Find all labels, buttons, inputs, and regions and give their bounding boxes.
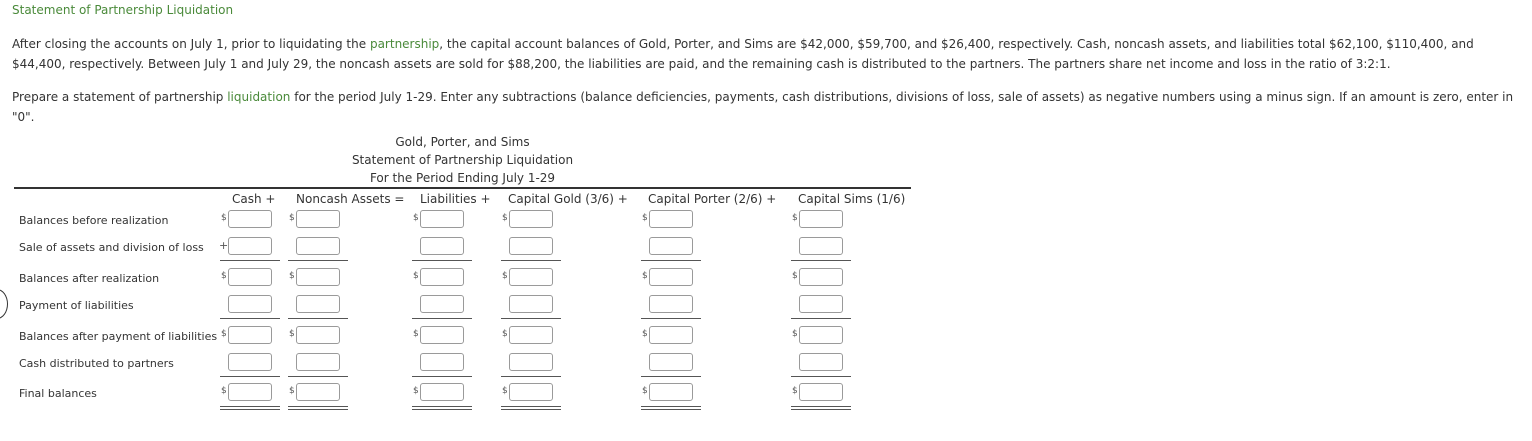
final-double-underline xyxy=(501,406,561,410)
dollar-sign: $ xyxy=(289,271,295,281)
dollar-sign: $ xyxy=(792,386,798,396)
dollar-sign: $ xyxy=(221,386,227,396)
dollar-sign: $ xyxy=(642,386,648,396)
statement-header-rule xyxy=(14,187,911,189)
input-liabilities-row7[interactable] xyxy=(420,383,464,401)
input-cash-row1[interactable] xyxy=(228,210,272,228)
dollar-sign: $ xyxy=(502,329,508,339)
input-capital-porter-row2[interactable] xyxy=(649,237,693,255)
input-capital-gold-row1[interactable] xyxy=(509,210,553,228)
input-capital-porter-row7[interactable] xyxy=(649,383,693,401)
dollar-sign: $ xyxy=(221,329,227,339)
input-liabilities-row3[interactable] xyxy=(420,268,464,286)
subtotal-underline xyxy=(412,260,472,261)
input-capital-gold-row6[interactable] xyxy=(509,353,553,371)
subtotal-underline xyxy=(791,376,851,377)
input-noncash-assets-row5[interactable] xyxy=(296,326,340,344)
input-liabilities-row1[interactable] xyxy=(420,210,464,228)
dollar-sign: $ xyxy=(413,213,419,223)
subtotal-underline xyxy=(791,318,851,319)
input-capital-gold-row5[interactable] xyxy=(509,326,553,344)
input-capital-sims-row5[interactable] xyxy=(799,326,843,344)
input-capital-sims-row1[interactable] xyxy=(799,210,843,228)
instructions-text-part: Prepare a statement of partnership xyxy=(12,90,228,104)
column-header-capital-porter: Capital Porter (2/6) + xyxy=(648,192,777,206)
dollar-sign: $ xyxy=(642,329,648,339)
input-capital-gold-row3[interactable] xyxy=(509,268,553,286)
instructions-text xyxy=(12,87,1527,127)
subtotal-underline xyxy=(501,318,561,319)
input-noncash-assets-row7[interactable] xyxy=(296,383,340,401)
input-liabilities-row6[interactable] xyxy=(420,353,464,371)
input-noncash-assets-row6[interactable] xyxy=(296,353,340,371)
row-label: Payment of liabilities xyxy=(19,299,134,312)
dollar-sign: $ xyxy=(642,213,648,223)
subtotal-underline xyxy=(288,318,348,319)
input-capital-sims-row6[interactable] xyxy=(799,353,843,371)
subtotal-underline xyxy=(501,376,561,377)
input-capital-sims-row7[interactable] xyxy=(799,383,843,401)
subtotal-underline xyxy=(220,318,280,319)
subtotal-underline xyxy=(412,376,472,377)
final-double-underline xyxy=(412,406,472,410)
dollar-sign: $ xyxy=(502,386,508,396)
input-capital-sims-row4[interactable] xyxy=(799,295,843,313)
dollar-sign: $ xyxy=(502,271,508,281)
plus-sign: + xyxy=(219,239,229,252)
input-noncash-assets-row4[interactable] xyxy=(296,295,340,313)
subtotal-underline xyxy=(641,260,701,261)
subtotal-underline xyxy=(412,318,472,319)
dollar-sign: $ xyxy=(289,213,295,223)
input-cash-row2[interactable] xyxy=(228,237,272,255)
input-noncash-assets-row3[interactable] xyxy=(296,268,340,286)
column-header-cash: Cash + xyxy=(232,192,276,206)
input-capital-gold-row2[interactable] xyxy=(509,237,553,255)
dollar-sign: $ xyxy=(792,213,798,223)
row-label: Sale of assets and division of loss xyxy=(19,241,204,254)
statement-period: For the Period Ending July 1-29 xyxy=(369,171,556,185)
column-header-capital-sims: Capital Sims (1/6) xyxy=(798,192,906,206)
subtotal-underline xyxy=(791,260,851,261)
final-double-underline xyxy=(288,406,348,410)
problem-text xyxy=(12,34,1527,74)
subtotal-underline xyxy=(288,376,348,377)
column-header-liabilities: Liabilities + xyxy=(420,192,491,206)
input-cash-row6[interactable] xyxy=(228,353,272,371)
liquidation-link[interactable]: liquidation xyxy=(227,90,291,104)
row-label: Balances after payment of liabilities xyxy=(19,330,218,343)
subtotal-underline xyxy=(641,376,701,377)
input-cash-row7[interactable] xyxy=(228,383,272,401)
dollar-sign: $ xyxy=(289,329,295,339)
instructions-text-part: for the period July 1-29. Enter any subtractions (balance deficiencies, payments, cash distributions, divisions of loss, sale of assets) as negative numbers using a minus sign. If an amount is zero, enter in "0". xyxy=(12,90,1514,124)
column-header-capital-gold: Capital Gold (3/6) + xyxy=(508,192,628,206)
final-double-underline xyxy=(220,406,280,410)
input-capital-sims-row2[interactable] xyxy=(799,237,843,255)
column-header-noncash-assets: Noncash Assets = xyxy=(296,192,405,206)
subtotal-underline xyxy=(220,376,280,377)
row-label: Balances before realization xyxy=(19,214,169,227)
input-capital-porter-row4[interactable] xyxy=(649,295,693,313)
input-noncash-assets-row1[interactable] xyxy=(296,210,340,228)
page-title: Statement of Partnership Liquidation xyxy=(12,3,234,17)
input-liabilities-row4[interactable] xyxy=(420,295,464,313)
dollar-sign: $ xyxy=(289,386,295,396)
row-label: Cash distributed to partners xyxy=(19,357,174,370)
problem-text-part: , the capital account balances of Gold, Porter, and Sims are $42,000, $59,700, and $26,400, respectively. Cash, noncash assets, and liabilities total $62,100, $110,400, and $44,400, respectively. Between July 1 and July 29, the noncash assets are sold for $88,200, the liabilities are paid, and the remaining cash is distributed to the partners. The partners share net income and loss in the ratio of 3:2:1. xyxy=(12,37,1474,71)
row-label: Final balances xyxy=(19,387,97,400)
input-capital-gold-row7[interactable] xyxy=(509,383,553,401)
input-capital-gold-row4[interactable] xyxy=(509,295,553,313)
dollar-sign: $ xyxy=(792,271,798,281)
input-liabilities-row5[interactable] xyxy=(420,326,464,344)
input-liabilities-row2[interactable] xyxy=(420,237,464,255)
dollar-sign: $ xyxy=(221,271,227,281)
dollar-sign: $ xyxy=(792,329,798,339)
dollar-sign: $ xyxy=(413,386,419,396)
dollar-sign: $ xyxy=(221,213,227,223)
input-capital-porter-row6[interactable] xyxy=(649,353,693,371)
statement-company: Gold, Porter, and Sims xyxy=(395,135,530,149)
input-cash-row4[interactable] xyxy=(228,295,272,313)
dollar-sign: $ xyxy=(502,213,508,223)
edge-circle xyxy=(0,289,8,319)
row-label: Balances after realization xyxy=(19,272,160,285)
subtotal-underline xyxy=(220,260,280,261)
input-cash-row3[interactable] xyxy=(228,268,272,286)
dollar-sign: $ xyxy=(642,271,648,281)
final-double-underline xyxy=(791,406,851,410)
input-capital-porter-row5[interactable] xyxy=(649,326,693,344)
input-noncash-assets-row2[interactable] xyxy=(296,237,340,255)
statement-name: Statement of Partnership Liquidation xyxy=(351,153,574,167)
problem-text-part: After closing the accounts on July 1, prior to liquidating the xyxy=(12,37,370,51)
input-capital-sims-row3[interactable] xyxy=(799,268,843,286)
input-capital-porter-row1[interactable] xyxy=(649,210,693,228)
dollar-sign: $ xyxy=(413,329,419,339)
partnership-link[interactable]: partnership xyxy=(369,37,440,51)
input-capital-porter-row3[interactable] xyxy=(649,268,693,286)
input-cash-row5[interactable] xyxy=(228,326,272,344)
subtotal-underline xyxy=(641,318,701,319)
dollar-sign: $ xyxy=(413,271,419,281)
subtotal-underline xyxy=(501,260,561,261)
final-double-underline xyxy=(641,406,701,410)
subtotal-underline xyxy=(288,260,348,261)
